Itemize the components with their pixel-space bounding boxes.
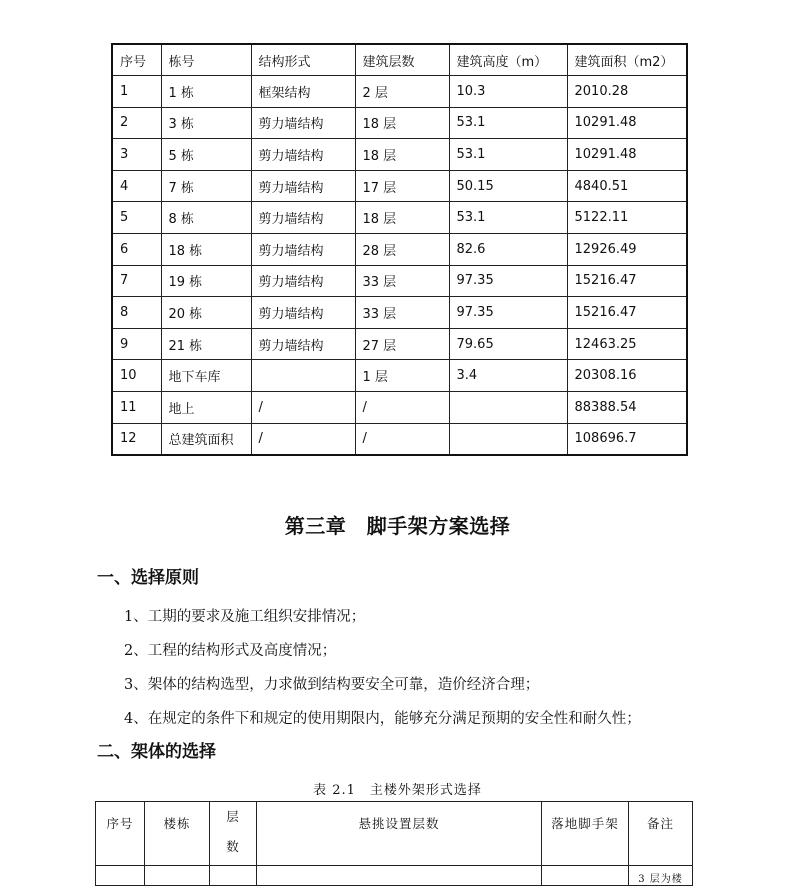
header-cell-area: 建筑面积（m2） [567,44,687,76]
section-heading-scaffold-selection: 二、架体的选择 [97,742,216,762]
cell-height [449,392,567,424]
cell-area: 12463.25 [567,328,687,360]
cell-floors: 1 层 [355,360,449,392]
cell-index: 3 [112,139,161,171]
header-cell-height: 建筑高度（m） [449,44,567,76]
table-row [112,107,687,139]
header-cell-building: 楼栋 [145,802,210,866]
table-cell [257,866,542,886]
cell-index: 8 [112,297,161,329]
table-row [112,76,687,108]
cell-area: 2010.28 [567,76,687,108]
principle-item-2: 2、工程的结构形式及高度情况； [124,643,337,659]
cell-building: 3 栋 [161,107,251,139]
section-heading-selection-principles: 一、选择原则 [97,568,199,588]
table-row [112,328,687,360]
chapter-title: 第三章 脚手架方案选择 [284,514,511,538]
cell-index: 6 [112,234,161,266]
cell-building: 8 栋 [161,202,251,234]
cell-building: 5 栋 [161,139,251,171]
cell-structure: 剪力墙结构 [251,202,355,234]
table-header-row [96,802,693,866]
header-cell-index: 序号 [96,802,145,866]
cell-floors: 18 层 [355,202,449,234]
cell-index: 7 [112,265,161,297]
cell-structure: 剪力墙结构 [251,328,355,360]
principle-item-3: 3、架体的结构选型，力求做到结构要安全可靠，造价经济合理； [124,677,540,693]
building-info-table-body [112,44,687,455]
cell-height: 53.1 [449,202,567,234]
table-cell [96,866,145,886]
cell-index: 10 [112,360,161,392]
cell-height [449,423,567,455]
cell-height: 79.65 [449,328,567,360]
cell-index: 5 [112,202,161,234]
principle-item-1: 1、工期的要求及施工组织安排情况； [124,609,366,625]
cell-floors: 33 层 [355,297,449,329]
cell-floors: / [355,392,449,424]
table-row [112,297,687,329]
header-cell-floors-line2: 数 [226,839,240,854]
cell-building: 地上 [161,392,251,424]
header-cell-building: 栋号 [161,44,251,76]
cell-building: 总建筑面积 [161,423,251,455]
cell-building: 18 栋 [161,234,251,266]
cell-building: 地下车库 [161,360,251,392]
cell-floors: / [355,423,449,455]
cell-index: 4 [112,170,161,202]
cell-area: 4840.51 [567,170,687,202]
cell-height: 50.15 [449,170,567,202]
cell-floors: 17 层 [355,170,449,202]
table-cell-remark: 3 层为楼 [629,866,693,886]
cell-floors: 27 层 [355,328,449,360]
cell-structure: 剪力墙结构 [251,139,355,171]
cell-area: 10291.48 [567,139,687,171]
cell-index: 12 [112,423,161,455]
table-header-row [112,44,687,76]
table-caption: 表 2.1 主楼外架形式选择 [313,783,482,798]
table-cell [210,866,257,886]
cell-floors: 28 层 [355,234,449,266]
cell-height: 97.35 [449,265,567,297]
cell-area: 12926.49 [567,234,687,266]
header-cell-remarks: 备注 [629,802,693,866]
cell-building: 19 栋 [161,265,251,297]
cell-structure: 剪力墙结构 [251,107,355,139]
header-cell-cantilever-floors: 悬挑设置层数 [257,802,542,866]
cell-structure [251,360,355,392]
cell-area: 10291.48 [567,107,687,139]
header-cell-floors-line1: 层 [226,809,240,824]
cell-area: 15216.47 [567,265,687,297]
cell-index: 9 [112,328,161,360]
cell-structure: / [251,423,355,455]
building-info-table [111,43,688,456]
cell-structure: 框架结构 [251,76,355,108]
table-row [112,202,687,234]
cell-area: 20308.16 [567,360,687,392]
cell-floors: 18 层 [355,139,449,171]
cell-structure: 剪力墙结构 [251,297,355,329]
header-cell-index: 序号 [112,44,161,76]
cell-height: 53.1 [449,139,567,171]
table-row [112,423,687,455]
table-row [96,866,693,886]
cell-area: 108696.7 [567,423,687,455]
table-row [112,170,687,202]
table-row [112,265,687,297]
cell-area: 88388.54 [567,392,687,424]
cell-building: 20 栋 [161,297,251,329]
cell-index: 11 [112,392,161,424]
cell-index: 1 [112,76,161,108]
header-cell-floors: 建筑层数 [355,44,449,76]
table-row [112,360,687,392]
cell-height: 10.3 [449,76,567,108]
cell-area: 5122.11 [567,202,687,234]
table-cell [542,866,629,886]
header-cell-ground-scaffold: 落地脚手架 [542,802,629,866]
cell-height: 82.6 [449,234,567,266]
header-cell-structure: 结构形式 [251,44,355,76]
cell-structure: 剪力墙结构 [251,234,355,266]
cell-structure: 剪力墙结构 [251,170,355,202]
cell-height: 97.35 [449,297,567,329]
cell-floors: 2 层 [355,76,449,108]
table-cell [145,866,210,886]
cell-building: 21 栋 [161,328,251,360]
scaffold-type-table [95,801,693,886]
table-row [112,234,687,266]
cell-building: 1 栋 [161,76,251,108]
cell-structure: 剪力墙结构 [251,265,355,297]
table-row [112,392,687,424]
header-cell-floors [210,802,257,866]
cell-height: 53.1 [449,107,567,139]
cell-structure: / [251,392,355,424]
cell-floors: 18 层 [355,107,449,139]
principle-item-4: 4、在规定的条件下和规定的使用期限内，能够充分满足预期的安全性和耐久性； [124,711,641,727]
cell-building: 7 栋 [161,170,251,202]
cell-index: 2 [112,107,161,139]
cell-floors: 33 层 [355,265,449,297]
cell-height: 3.4 [449,360,567,392]
cell-area: 15216.47 [567,297,687,329]
table-row [112,139,687,171]
